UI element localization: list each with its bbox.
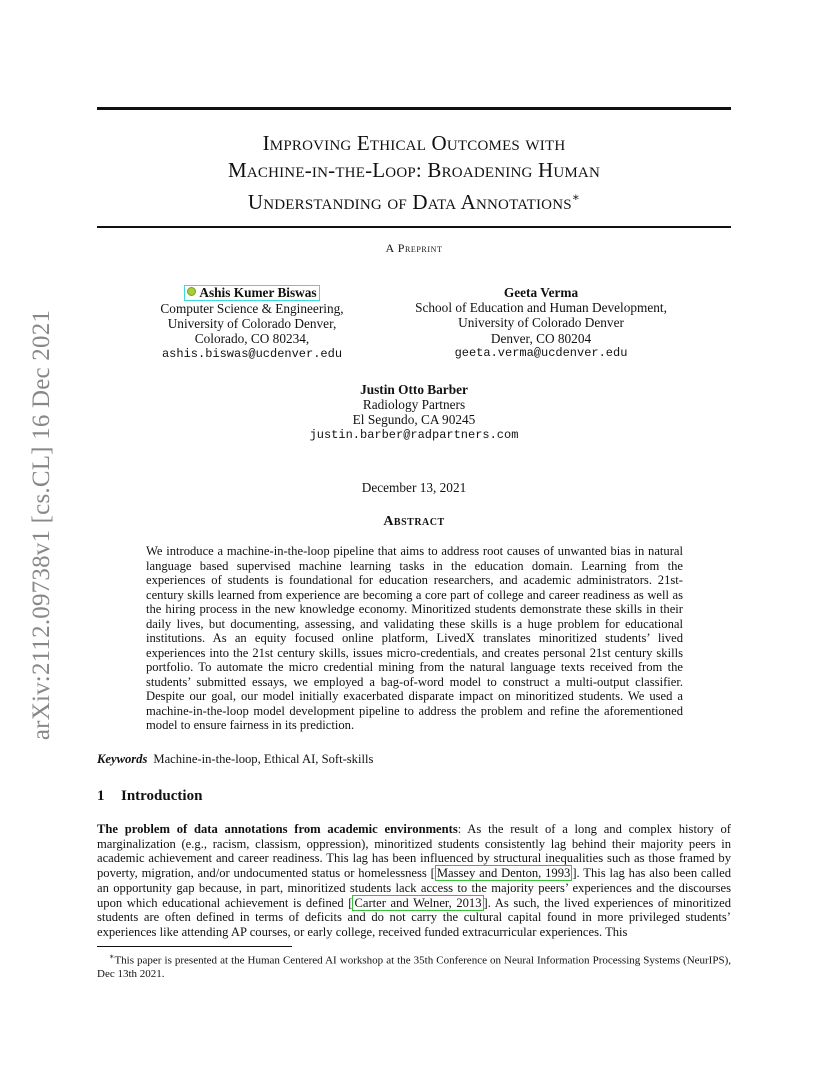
footnote — [97, 950, 731, 981]
author-affiliation-line: Radiology Partners — [362, 397, 466, 413]
author-affiliation-line: Colorado, CO 80234, — [194, 331, 310, 347]
citation-link[interactable]: Massey and Denton, 1993 — [436, 866, 571, 881]
paragraph-text: : As the result of a long and complex history of marginalization (e.g., racism, classism, oppression), minoritized students consistently lag behind their majority peers in academic achievement and career readiness. This lag has been influenced by structural inequalities such as those framed by poverty, migration, and/or undocumented status or homelessness [ — [97, 822, 731, 881]
orcid-icon[interactable] — [187, 287, 196, 296]
author-affiliation-line: El Segundo, CA 90245 — [352, 412, 476, 428]
author-block-3 — [264, 382, 564, 443]
citation-link[interactable]: Carter and Welner, 2013 — [354, 895, 482, 910]
title-top-rule — [97, 107, 731, 110]
author-email-1: ashis.biswas@ucdenver.edu — [161, 346, 343, 361]
author-link-1[interactable] — [184, 285, 319, 301]
paper-date: December 13, 2021 — [361, 480, 467, 495]
footnote-text: This paper is presented at the Human Centered AI workshop at the 35th Conference on Neural Information Processing Systems (NeurIPS), Dec 13th 2021. — [97, 954, 731, 980]
footnote-rule — [97, 946, 292, 947]
author-name-2: Geeta Verma — [503, 285, 579, 300]
author-affiliation-line: School of Education and Human Development, — [415, 300, 667, 316]
keywords-text: Machine-in-the-loop, Ethical AI, Soft-skills — [153, 752, 374, 766]
paper-title — [97, 130, 731, 216]
title-line-2: Machine-in-the-Loop: Broadening Human — [227, 158, 601, 182]
footnote-mark: ∗ — [109, 952, 115, 961]
author-email-2: geeta.verma@ucdenver.edu — [454, 345, 628, 360]
arxiv-identifier: arXiv:2112.09738v1 [cs.CL] 16 Dec 2021 — [28, 309, 55, 741]
title-bottom-rule — [97, 226, 731, 228]
section-title: Introduction — [121, 788, 203, 804]
author-name-1-text: Ashis Kumer Biswas — [199, 285, 317, 300]
keywords-label: Keywords — [97, 752, 148, 766]
author-email-3: justin.barber@radpartners.com — [309, 427, 519, 442]
paragraph-lead: The problem of data annotations from academic environments — [97, 822, 458, 836]
paragraph-text: ]. This lag has also been called an opportunity gap because, in part, minoritized students lack access to the majority peers’ experiences and the discourses upon which educational achievement is defined [ — [97, 866, 731, 910]
title-line-3-text: Understanding of Data Annotations — [247, 190, 572, 214]
author-name-3: Justin Otto Barber — [360, 382, 468, 397]
author-block-2 — [406, 285, 676, 361]
author-affiliation-line: University of Colorado Denver — [458, 315, 624, 331]
section-number: 1 — [97, 788, 105, 804]
paragraph-text: ]. As such, the lived experiences of minoritized students are often defined in terms of deficits and do not carry the cultural capital found in more privileged students’ experiences like attending AP courses, or early college, received funded extracurricular experiences. This — [97, 895, 732, 939]
keywords-line — [97, 752, 373, 767]
abstract-heading: Abstract — [383, 514, 445, 529]
title-line-3 — [97, 184, 731, 216]
title-line-1: Improving Ethical Outcomes with — [262, 131, 566, 155]
introduction-paragraph — [97, 822, 731, 940]
preprint-label: A Preprint — [385, 241, 443, 255]
title-footnote-mark[interactable]: ∗ — [571, 190, 581, 204]
abstract-body: We introduce a machine-in-the-loop pipeline that aims to address root causes of unwanted bias in natural language based supervised machine learning tasks in the education domain. Learning from the experiences of students is foundational for education researchers, and academic administrators. 21st-century skills learned from experience are becoming a core part of college and career readiness as well as the hiring process in the new knowledge economy. Minoritized students demonstrate these skills in their daily lives, but documenting, assessing, and validating these skills is a huge problem for educational institutions. As an equity focused online platform, LivedX translates minoritized students’ lived experiences into the 21st century skills, issues micro-credentials, and creates personal 21st century skills portfolio. To automate the micro credential mining from the natural language texts received from the students’ submitted essays, we employed a bag-of-word model to construct a multi-output classifier. Despite our goal, our model initially exacerbated disparate impact on minoritized students. We used a machine-in-the-loop model development pipeline to address the problem and refine the aforementioned model to ensure fairness in its prediction. — [146, 544, 683, 732]
author-name-1 — [152, 285, 352, 301]
section-heading-introduction — [97, 788, 202, 805]
author-affiliation-line: Denver, CO 80204 — [490, 330, 592, 346]
author-block-1 — [152, 285, 352, 362]
author-affiliation-line: University of Colorado Denver, — [167, 316, 337, 332]
author-affiliation-line: Computer Science & Engineering, — [160, 301, 344, 316]
